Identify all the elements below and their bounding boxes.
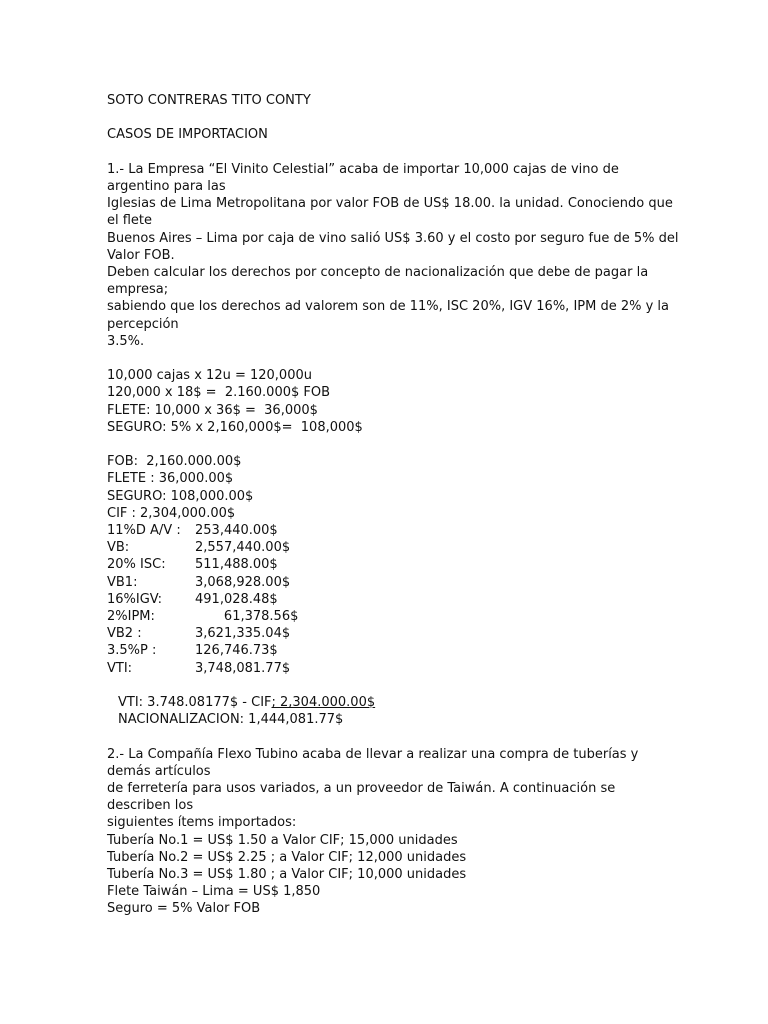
row-label: VB: <box>107 540 130 556</box>
case1-line: Iglesias de Lima Metropolitana por valor FOB de US$ 18.00. la unidad. Conociendo que <box>107 196 673 212</box>
row-label: 20% ISC: <box>107 557 166 573</box>
spacer <box>107 144 667 161</box>
row-label: VB1: <box>107 574 138 590</box>
table-row <box>107 642 667 659</box>
row-value: 491,028.48$ <box>195 591 278 607</box>
row-value: 253,440.00$ <box>195 523 278 539</box>
case1-line: Deben calcular los derechos por concepto de nacionalización que debe de pagar la <box>107 265 649 280</box>
row-label: 11%D A/V : <box>107 523 181 539</box>
calc-line: 120,000 x 18$ = 2.160.000$ FOB <box>107 385 331 401</box>
summary-line: FLETE : 36,000.00$ <box>107 471 234 487</box>
spacer <box>107 109 667 126</box>
row-value: 3,068,928.00$ <box>195 574 291 590</box>
case2-line: describen los <box>107 798 194 814</box>
case1-line: percepción <box>107 316 179 332</box>
case2-line: Tubería No.2 = US$ 2.25 ; a Valor CIF; 12,000 unidades <box>107 849 467 865</box>
case1-line: Valor FOB. <box>107 247 175 263</box>
row-value: 61,378.56$ <box>195 609 299 625</box>
spacer <box>107 436 667 453</box>
document-body <box>107 92 679 918</box>
vti-cif-underlined: ; 2,304.000.00$ <box>271 695 376 711</box>
row-value: 126,746.73$ <box>195 643 278 659</box>
case1-line: 3.5%. <box>107 333 145 349</box>
case1-line: Buenos Aires – Lima por caja de vino salió US$ 3.60 y el costo por seguro fue de 5% del <box>107 230 679 246</box>
row-label: 3.5%P : <box>107 643 157 659</box>
case2-line: Seguro = 5% Valor FOB <box>107 901 261 917</box>
table-row <box>107 660 667 677</box>
document-heading: CASOS DE IMPORTACION <box>107 127 268 143</box>
case2-line: Tubería No.3 = US$ 1.80 ; a Valor CIF; 10,000 unidades <box>107 867 467 883</box>
table-row <box>107 591 667 608</box>
case1-line: 1.- La Empresa “El Vinito Celestial” acaba de importar 10,000 cajas de vino de <box>107 161 619 177</box>
nacionalizacion-line: NACIONALIZACION: 1,444,081.77$ <box>118 712 344 728</box>
case1-calculations <box>107 367 667 436</box>
table-row <box>107 522 667 539</box>
case1-summary <box>107 453 667 522</box>
case2-line: Flete Taiwán – Lima = US$ 1,850 <box>107 884 321 900</box>
case2-line: Tubería No.1 = US$ 1.50 a Valor CIF; 15,000 unidades <box>107 832 458 848</box>
table-row <box>107 539 667 556</box>
author-name: SOTO CONTRERAS TITO CONTY <box>107 93 311 108</box>
summary-line: SEGURO: 108,000.00$ <box>107 488 254 504</box>
row-label: 2%IPM: <box>107 609 155 625</box>
case1-line: sabiendo que los derechos ad valorem son de 11%, ISC 20%, IGV 16%, IPM de 2% y la <box>107 299 670 315</box>
calc-line: FLETE: 10,000 x 36$ = 36,000$ <box>107 402 318 418</box>
spacer <box>107 350 667 367</box>
summary-line: CIF : 2,304,000.00$ <box>107 505 236 521</box>
duties-table <box>107 522 667 677</box>
table-row <box>107 625 667 642</box>
row-value: 3,621,335.04$ <box>195 626 291 642</box>
row-value: 2,557,440.00$ <box>195 540 291 556</box>
case1-statement <box>107 161 679 350</box>
spacer <box>107 728 667 745</box>
case2-line: de ferretería para usos variados, a un proveedor de Taiwán. A continuación se <box>107 781 616 797</box>
table-row <box>107 556 667 573</box>
row-label: VB2 : <box>107 626 142 642</box>
case1-line: empresa; <box>107 282 169 298</box>
summary-line: FOB: 2,160.000.00$ <box>107 454 242 470</box>
case2-statement <box>107 746 667 918</box>
row-label: 16%IGV: <box>107 591 163 607</box>
case2-line: siguientes ítems importados: <box>107 815 297 831</box>
row-value: 511,488.00$ <box>195 557 278 573</box>
row-label: VTI: <box>107 660 133 676</box>
case1-line: argentino para las <box>107 178 226 194</box>
case2-line: demás artículos <box>107 763 211 779</box>
table-row <box>107 574 667 591</box>
vti-line <box>107 694 667 711</box>
row-value: 3,748,081.77$ <box>195 660 291 676</box>
case1-line: el flete <box>107 213 153 229</box>
spacer <box>107 677 667 694</box>
table-row <box>107 608 667 625</box>
vti-prefix: VTI: 3.748.08177$ - CIF <box>118 695 272 711</box>
case2-line: 2.- La Compañía Flexo Tubino acaba de llevar a realizar una compra de tuberías y <box>107 746 639 762</box>
calc-line: 10,000 cajas x 12u = 120,000u <box>107 368 312 384</box>
calc-line: SEGURO: 5% x 2,160,000$= 108,000$ <box>107 419 363 435</box>
